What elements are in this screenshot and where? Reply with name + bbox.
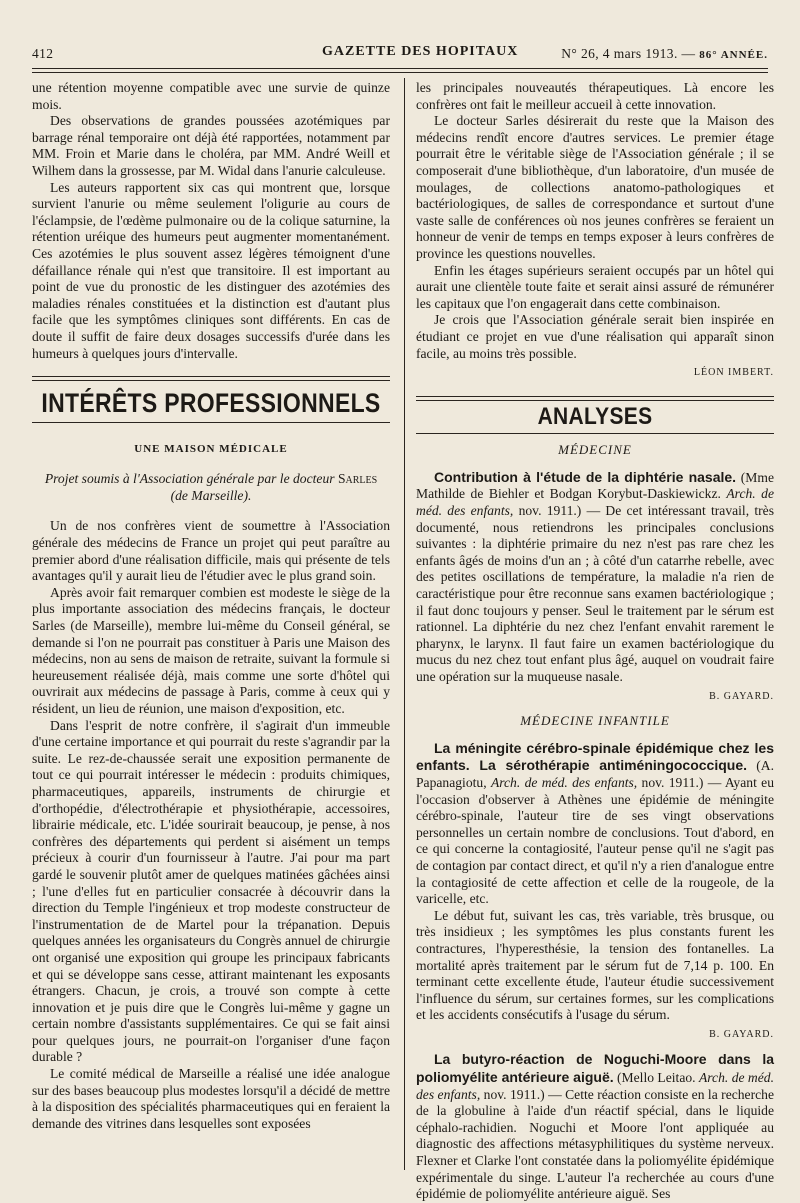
section-title-rule bbox=[32, 422, 390, 423]
right-column bbox=[416, 80, 774, 1203]
paragraph: Enfin les étages supérieurs seraient occupés par un hôtel qui aurait une clientèle toute faite et serait ainsi assuré de rémunérer les capitaux que l'on engagerait dans cette combinaison. bbox=[416, 262, 774, 311]
paragraph: Des observations de grandes poussées azotémiques par barrage rénal temporaire ont déjà été rapportées, notamment par MM. Froin et Marie dans le choléra, par MM. André Weill et Wilhem dans la grossesse, par M. Widal dans l'anurie calculeuse. bbox=[32, 113, 390, 178]
article-author: Sarles bbox=[337, 471, 378, 487]
analysis-date: nov. 1911.) bbox=[641, 774, 704, 790]
category-heading: MÉDECINE INFANTILE bbox=[520, 713, 670, 729]
analysis-authors: (Mello Leitao. bbox=[617, 1070, 696, 1086]
issue-year: 86° ANNÉE. bbox=[699, 49, 768, 61]
analysis-body: — De cet intéressant travail, très documenté, nous retiendrons les principales conclusions suivantes : la diphtérie primaire du nez n'est pas rare chez les enfants âgés de moins d'un an ; à côté d'un catarrhe rebelle, avec des petites oscillations de température, la maladie n'a rien de caractéristique pour être reconnue sans examen bactériologique ; il faut donc toujours y penser. Seul le traitement par le sérum est rationnel. La diphtérie du nez chez l'enfant envahit rarement le pharynx, le larynx. Il faut faire un examen bactériologique du mucus du nez chez tout enfant plus âgé, auquel on voudrait faire une opération sur la muqueuse nasale. bbox=[416, 503, 774, 684]
article-subtitle bbox=[32, 471, 390, 504]
signature: B. GAYARD. bbox=[709, 1028, 774, 1040]
analysis-date: nov. 1911.) bbox=[483, 1086, 545, 1102]
section-title: INTÉRÊTS PROFESSIONNELS bbox=[41, 388, 381, 418]
section-title: ANALYSES bbox=[537, 402, 653, 430]
analysis-entry bbox=[416, 740, 774, 908]
article-heading: UNE MAISON MÉDICALE bbox=[134, 442, 288, 455]
paragraph: Le docteur Sarles désirerait du reste que la Maison des médecins rendît encore d'autres services. Le premier étage pourrait être le véritable siège de l'Association générale ; il se composerait d'une bibliothèque, d'un laboratoire, d'un musée de moulages, de collections anatomo-pathologiques et bactériologiques, de salles de correspondance et surtout d'une vaste salle de conférences où nos jeunes confrères se feraient un honneur de venir de temps en temps exposer à leurs confrères de province les questions nouvelles. bbox=[416, 113, 774, 261]
analysis-body: — Cette réaction consiste en la recherche de la globuline à l'aide d'un réactif spécial, dans le liquide céphalo-rachidien. Noguchi et Moore l'ont appliquée au diagnostic des affections métasyphilitiques du système nerveux. Flexner et Clarke l'ont constatée dans la poliomyélite épidémique expérimentale du singe. L'auteur l'a recherchée au cours d'une épidémie de poliomyélite antérieure aiguë. Ses bbox=[416, 1086, 774, 1202]
paragraph: Je crois que l'Association générale serait bien inspirée en étudiant ce projet en vue d'une réalisation qui apparaît sinon facile, au moins très possible. bbox=[416, 312, 774, 361]
section-rule bbox=[32, 376, 390, 381]
analysis-entry bbox=[416, 1051, 774, 1202]
issue-info bbox=[561, 46, 768, 62]
paragraph: une rétention moyenne compatible avec une survie de quinze mois. bbox=[32, 80, 390, 112]
page-header bbox=[32, 42, 768, 64]
header-rule-thin bbox=[32, 72, 768, 73]
analysis-ref: Arch. de méd. des enfants, bbox=[416, 1070, 774, 1102]
analysis-entry bbox=[416, 469, 774, 686]
paragraph: Le début fut, suivant les cas, très variable, très brusque, ou très insidieux ; les symptômes les plus constants furent les contractures, l'hyperesthésie, la tension des fontanelles. La mortalité après traitement par le sérum fut de 7,14 p. 100. En terminant cette excellente étude, l'auteur étudie successivement l'influence du sérum, sur certaines formes, sur les complications et les accidents consécutifs à l'usage du sérum. bbox=[416, 907, 774, 1023]
analysis-ref: Arch. de méd. des enfants, bbox=[490, 774, 638, 790]
left-column bbox=[32, 80, 390, 1132]
header-rule bbox=[32, 68, 768, 69]
column-divider bbox=[404, 78, 405, 1170]
signature: LÉON IMBERT. bbox=[693, 367, 774, 379]
paragraph: Dans l'esprit de notre confrère, il s'agirait d'un immeuble d'une certaine importance et qui pourrait du reste s'agrandir par la suite. Le rez-de-chaussée serait une exposition permanente de tout ce qui pourrait intéresser le médecin : produits chimiques, pharmaceutiques, appareils, instruments de chirurgie et d'orthopédie, d'électrothérapie et physiothérapie, accessoires, librairie médicale, etc. L'idée sourirait beaucoup, je pense, à nos confrères des départements qui perdent si aisément un temps précieux à courir d'un fournisseur à l'autre. J'ai pour ma part gardé le souvenir plutôt amer de quelques matinées gâchées ainsi ; l'une d'elles fut en particulier consacrée à découvrir dans la direction du Temple l'ingénieux et trop modeste constructeur de l'instrumentation de de Martel pour la trépanation. Depuis quelques années les organisateurs du Congrès annuel de chirurgie ont organisé une exposition qui groupe les principaux fabricants et qui se développe sans cesse, attirant maintenant les exposants étrangers. Chacun, je crois, a trouvé son compte à cette innovation et je puis dire que le Congrès lui-même y gagne un certain nombre d'assistants supplémentaires. Ce qui se fait ainsi pour quelques jours, ne pourrait-on l'organiser d'une façon durable ? bbox=[32, 717, 390, 1065]
analysis-title: Contribution à l'étude de la diphtérie nasale. bbox=[434, 468, 737, 485]
analysis-title: La butyro-réaction de Noguchi-Moore dans la poliomyélite antérieure aiguë. bbox=[416, 1051, 774, 1086]
page-number: 412 bbox=[32, 46, 54, 61]
category-heading: MÉDECINE bbox=[558, 442, 632, 458]
paragraph: Après avoir fait remarquer combien est modeste le siège de la plus importante association des médecins français, le docteur Sarles (de Marseille), membre lui-même du Conseil général, se demande si l'on ne pourrait pas constituer à Paris une Maison des médecins, non au sens de maison de retraite, suivant la formule si heureusement réalisée déjà, mais comme une sorte d'hôtel qui ouvrirait aux médecins de passage à Paris, comme à ceux qui y résident, un lieu de réunion, une maison d'exposition, etc. bbox=[32, 584, 390, 716]
paragraph: Un de nos confrères vient de soumettre à l'Association générale des médecins de France un projet qui peut paraître au premier abord d'une réalisation difficile, mais qui présente de tels avantages qu'il y aurait lieu de l'étudier avec le plus grand soin. bbox=[32, 518, 390, 584]
analysis-title: La méningite cérébro-spinale épidémique chez les enfants. La sérothérapie antiméningococcique. bbox=[416, 739, 774, 774]
article-subtitle-text: Projet soumis à l'Association générale par le docteur bbox=[44, 471, 335, 487]
analysis-authors: (A. Papanagiotu, bbox=[416, 758, 774, 790]
paragraph: les principales nouveautés thérapeutiques. Là encore les confrères ont fait le meilleur accueil à cette innovation. bbox=[416, 80, 774, 112]
article-author-location: (de Marseille). bbox=[170, 487, 252, 503]
journal-title: GAZETTE DES HOPITAUX bbox=[322, 44, 519, 59]
section-title-rule bbox=[416, 433, 774, 434]
paragraph: Le comité médical de Marseille a réalisé une idée analogue sur des bases beaucoup plus modestes lorsqu'il a décidé de mettre à la disposition des spécialités pharmaceutiques qui en feraient la demande des vitrines dans lesquelles sont exposées bbox=[32, 1066, 390, 1131]
paragraph: Les auteurs rapportent six cas qui montrent que, lorsque survient l'anurie ou même seulement l'oligurie au cours de l'éclampsie, de l'œdème pulmonaire ou de la colique saturnine, la rétention uréique des humeurs peut augmenter momentanément. Ces azotémies le plus souvent assez légères témoignent d'une défaillance rénale qui n'est que transitoire. Il est important au point de vue du pronostic de les distinguer des azotémies des maladies rénales constituées et la distinction est d'autant plus facile que les symptômes cliniques sont différents. En cas de doute il suffit de faire deux dosages successifs d'urée dans les humeurs à quelques jours d'intervalle. bbox=[32, 179, 390, 361]
analysis-body: — Ayant eu l'occasion d'observer à Athènes une épidémie de méningite cérébro-spinale, l'auteur tire de ses vingt observations personnelles un certain nombre de conclusions. Tout d'abord, en ce qui concerne la contagiosité, l'auteur pense qu'il ne s'agit pas de contagion par contact direct, et qu'il n'y a rien d'analogue entre la contagiosité de cette affection et celle de la rougeole, de la varicelle, etc. bbox=[416, 774, 774, 907]
issue-date: N° 26, 4 mars 1913. — bbox=[561, 46, 696, 61]
analysis-ref: Arch. de méd. des enfants, bbox=[416, 486, 774, 519]
signature: B. GAYARD. bbox=[709, 690, 774, 702]
analysis-authors: (Mme Mathilde de Biehler et Bodgan Korybut-Daskiewickz. bbox=[416, 469, 774, 502]
section-rule bbox=[416, 396, 774, 401]
analysis-date: nov. 1911.) bbox=[518, 503, 582, 519]
